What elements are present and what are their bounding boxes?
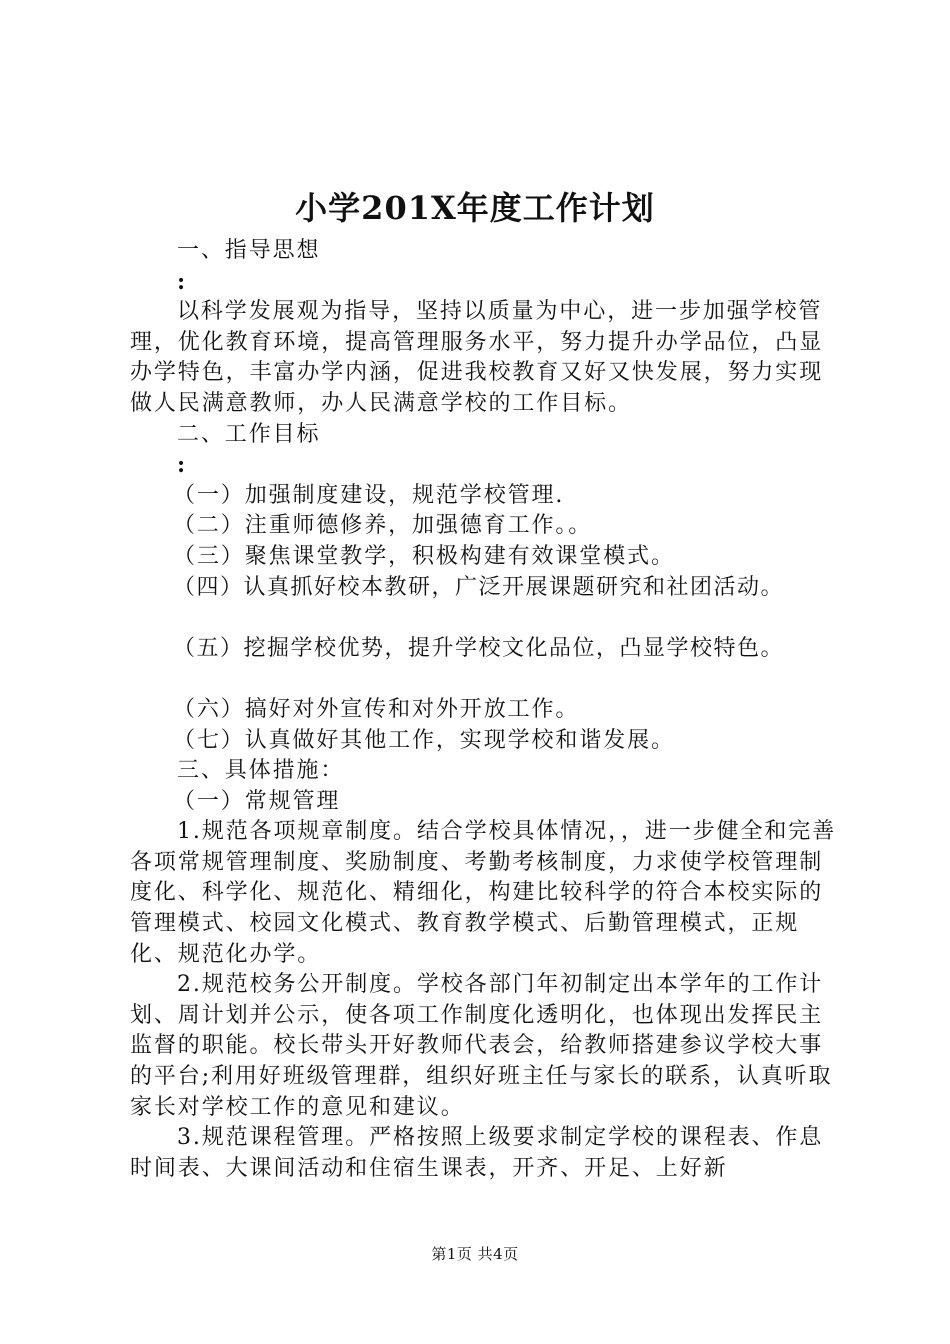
goal-item: （七）认真做好其他工作，实现学校和谐发展。 — [173, 727, 675, 753]
goal-item: （四）认真抓好校本教研，广泛开展课题研究和社团活动。 — [173, 574, 785, 600]
subsection-heading-routine-management: （一）常规管理 — [173, 788, 341, 814]
measure-paragraph: 3.规范课程管理。严格按照上级要求制定学校的课程表、作息时间表、大课间活动和住宿生课表，开齐、开足、上好新 — [130, 1125, 824, 1181]
colon-mark: : — [177, 268, 188, 295]
measure-paragraph: 2.规范校务公开制度。学校各部门年初制定出本学年的工作计划、周计划并公示，使各项工作制度化透明化，也体现出发挥民主监督的职能。校长带头开好教师代表会，给教师搭建参议学校大事的平台;利用好班级管理群，组织好班主任与家长的联系，认真听取家长对学校工作的意见和建议。 — [130, 972, 833, 1120]
goal-item: （三）聚焦课堂教学，积极构建有效课堂模式。 — [173, 543, 675, 569]
goal-item: （二）注重师德修养，加强德育工作。。 — [173, 513, 593, 539]
goal-item: （一）加强制度建设，规范学校管理. — [173, 482, 565, 508]
colon-mark: : — [177, 452, 188, 479]
measure-paragraph: 1.规范各项规章制度。结合学校具体情况，，进一步健全和完善各项常规管理制度、奖励制度、考勤考核制度，力求使学校管理制度化、科学化、规范化、精细化，构建比较科学的符合本校实际的管理模式、校园文化模式、教育教学模式、后勤管理模式，正规化、规范化办学。 — [130, 819, 837, 967]
section-heading-measures: 三、具体措施： — [177, 758, 345, 784]
guiding-ideology-paragraph: 以科学发展观为指导，坚持以质量为中心，进一步加强学校管理，优化教育环境，提高管理服务水平，努力提升办学品位，凸显办学特色，丰富办学内涵，促进我校教育又好又快发展，努力实现做人民满意教师，办人民满意学校的工作目标。 — [130, 299, 824, 416]
document-title: 小学201X年度工作计划 — [295, 189, 655, 227]
document-body — [130, 236, 842, 1184]
page-footer: 第1页 共4页 — [431, 1245, 519, 1263]
section-heading-guiding-ideology: 一、指导思想 — [177, 238, 321, 263]
goal-item: （六）搞好对外宣传和对外开放工作。 — [173, 696, 580, 722]
goal-item: （五）挖掘学校优势，提升学校文化品位，凸显学校特色。 — [173, 635, 785, 661]
section-heading-work-goals: 二、工作目标 — [177, 421, 321, 447]
